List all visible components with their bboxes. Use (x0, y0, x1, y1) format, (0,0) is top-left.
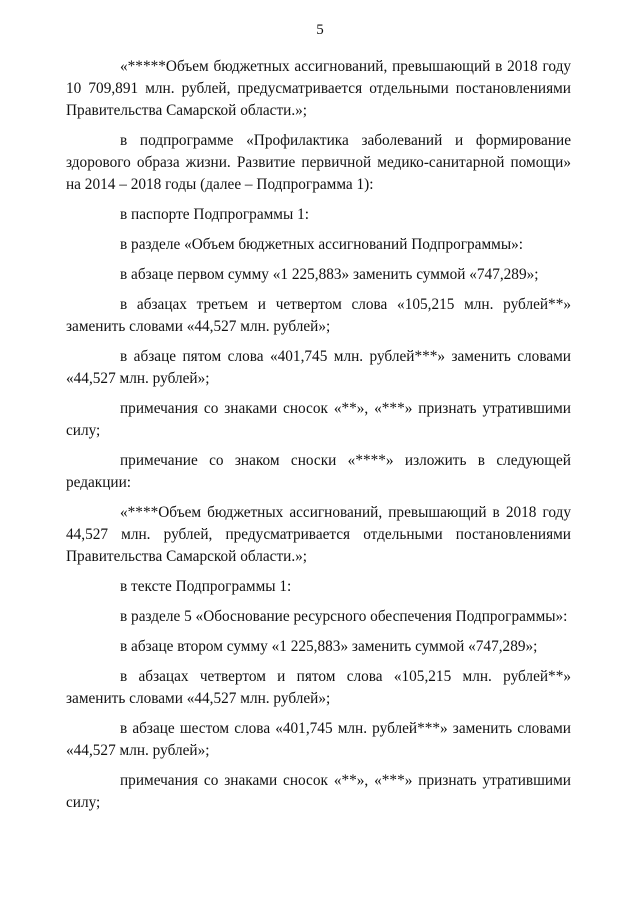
document-body (66, 56, 571, 822)
paragraph: в разделе 5 «Обоснование ресурсного обеспечения Подпрограммы»: (120, 608, 568, 625)
paragraph: «*****Объем бюджетных ассигнований, превышающий в 2018 году 10 709,891 млн. рублей, предусматривается отдельными постановлениями Правительства Самарской области.»; (66, 58, 571, 119)
paragraph: в абзацах третьем и четвертом слова «105,215 млн. рублей**» заменить словами «44,527 млн. рублей»; (66, 296, 571, 335)
paragraph: примечания со знаками сносок «**», «***» признать утратившими силу; (66, 400, 571, 439)
paragraph: в паспорте Подпрограммы 1: (120, 206, 309, 223)
paragraph: «****Объем бюджетных ассигнований, превышающий в 2018 году 44,527 млн. рублей, предусматривается отдельными постановлениями Правительства Самарской области.»; (66, 504, 571, 565)
paragraph: в абзаце пятом слова «401,745 млн. рублей***» заменить словами «44,527 млн. рублей»; (66, 348, 571, 387)
paragraph: примечание со знаком сноски «****» изложить в следующей редакции: (66, 452, 571, 491)
paragraph: примечания со знаками сносок «**», «***» признать утратившими силу; (66, 772, 571, 811)
paragraph: в абзаце втором сумму «1 225,883» заменить суммой «747,289»; (120, 638, 538, 655)
paragraph: в подпрограмме «Профилактика заболеваний и формирование здорового образа жизни. Развитие первичной медико-санитарной помощи» на 2014 – 2018 годы (далее – Подпрограмма 1): (66, 132, 571, 193)
paragraph: в абзаце первом сумму «1 225,883» заменить суммой «747,289»; (120, 266, 539, 283)
paragraph: в абзацах четвертом и пятом слова «105,215 млн. рублей**» заменить словами «44,527 млн. рублей»; (66, 668, 571, 707)
paragraph: в тексте Подпрограммы 1: (120, 578, 292, 595)
paragraph: в разделе «Объем бюджетных ассигнований Подпрограммы»: (120, 236, 523, 253)
paragraph: в абзаце шестом слова «401,745 млн. рублей***» заменить словами «44,527 млн. рублей»; (66, 720, 571, 759)
page-number: 5 (316, 22, 324, 38)
